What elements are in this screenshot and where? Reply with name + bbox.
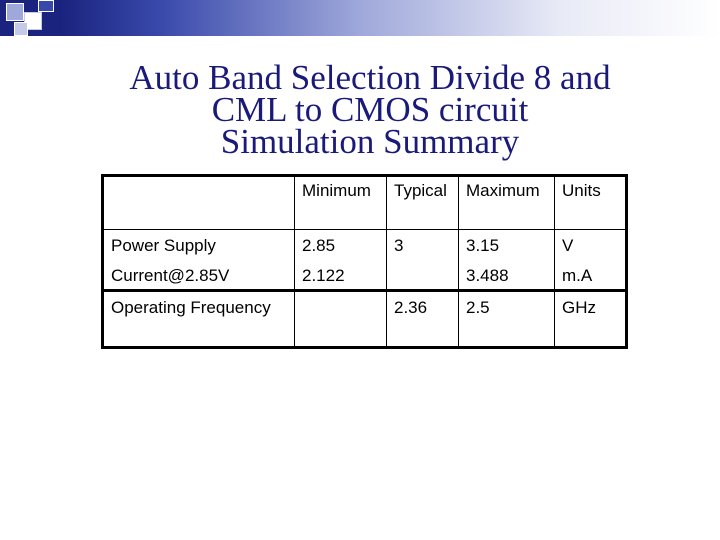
- title-line-2: CML to CMOS circuit: [211, 90, 529, 129]
- cell-unit: V: [555, 230, 627, 260]
- title-line-1: Auto Band Selection Divide 8 and: [129, 58, 611, 97]
- row-label: Power Supply: [103, 230, 295, 260]
- decorative-square: [14, 22, 28, 36]
- cell-unit: m.A: [555, 260, 627, 291]
- title-line-3: Simulation Summary: [220, 122, 520, 161]
- simulation-summary-table: [101, 174, 628, 349]
- table-header-row: [103, 176, 627, 230]
- table-row: [103, 290, 627, 347]
- header-cell-minimum: Minimum: [295, 176, 387, 230]
- cell-typ: 2.36: [387, 290, 459, 347]
- header-cell-units: Units: [555, 176, 627, 230]
- table-row: [103, 230, 627, 260]
- cell-min: 2.85: [295, 230, 387, 260]
- cell-min: [295, 290, 387, 347]
- cell-max: 3.488: [459, 260, 555, 291]
- row-label: Current@2.85V: [103, 260, 295, 291]
- header-cell-typical: Typical: [387, 176, 459, 230]
- table-row: [103, 260, 627, 291]
- decorative-square: [6, 3, 24, 21]
- cell-typ: [387, 260, 459, 291]
- row-label: Operating Frequency: [103, 290, 295, 347]
- slide-title: [60, 58, 680, 161]
- cell-typ: 3: [387, 230, 459, 260]
- cell-max: 3.15: [459, 230, 555, 260]
- cell-unit: GHz: [555, 290, 627, 347]
- header-gradient-bar: [0, 0, 720, 36]
- decorative-square: [38, 0, 54, 12]
- header-cell-maximum: Maximum: [459, 176, 555, 230]
- cell-max: 2.5: [459, 290, 555, 347]
- cell-min: 2.122: [295, 260, 387, 291]
- header-cell-empty: [103, 176, 295, 230]
